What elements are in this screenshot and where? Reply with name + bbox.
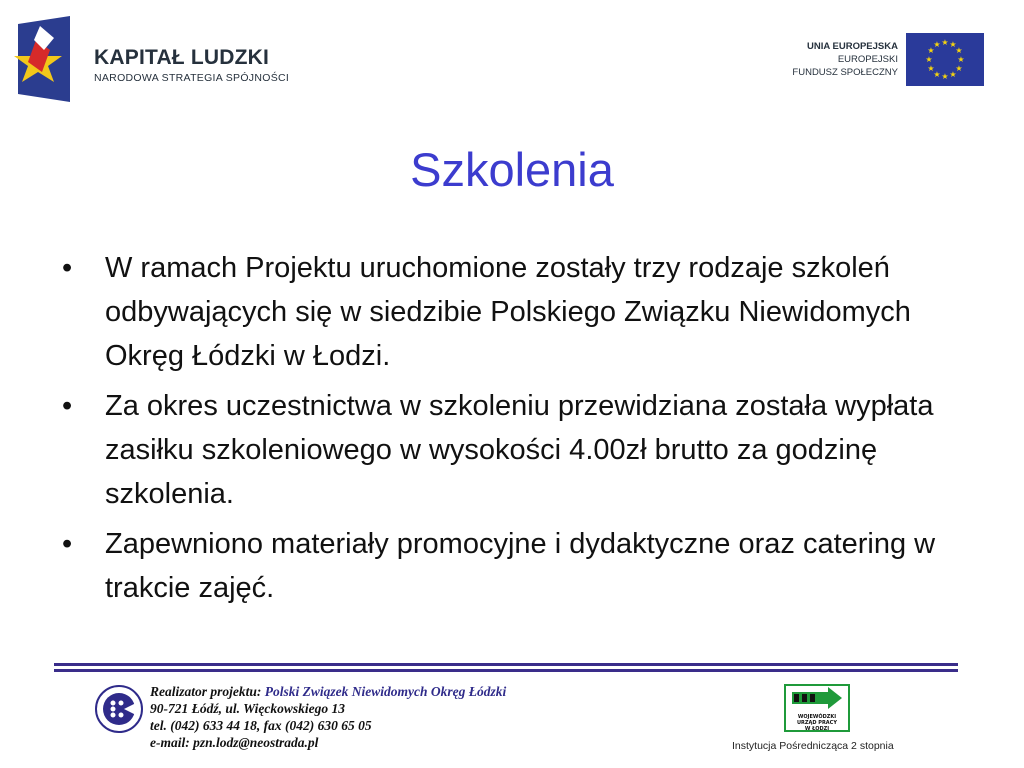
eu-line3: FUNDUSZ SPOŁECZNY	[792, 67, 898, 78]
eu-flag-icon	[906, 33, 984, 86]
svg-text:W ŁODZI: W ŁODZI	[804, 726, 830, 732]
svg-text:★: ★	[925, 55, 933, 64]
footer-phone: tel. (042) 633 44 18, fax (042) 630 65 05	[150, 718, 372, 733]
realizator-label: Realizator projektu:	[150, 684, 262, 699]
bullet-item	[62, 246, 992, 378]
kapital-ludzki-title: KAPITAŁ LUDZKI	[94, 46, 270, 69]
pzn-logo-icon	[94, 684, 144, 734]
svg-text:URZĄD PRACY: URZĄD PRACY	[797, 720, 837, 726]
svg-text:★: ★	[955, 64, 963, 73]
footer-email: e-mail: pzn.lodz@neostrada.pl	[150, 735, 319, 750]
bullet-dot: •	[62, 390, 73, 422]
bullet-item	[62, 384, 992, 516]
wup-logo-icon	[784, 684, 850, 732]
eu-logo-text	[792, 40, 898, 79]
bullet-list	[62, 246, 992, 616]
eu-line1: UNIA EUROPEJSKA	[807, 41, 898, 52]
svg-text:★: ★	[941, 72, 949, 81]
footer-contact	[150, 683, 506, 751]
bullet-text: Za okres uczestnictwa w szkoleniu przewidziana została wypłata zasiłku szkoleniowego w wysokości 4.00zł brutto za godzinę szkolenia.	[105, 390, 934, 510]
footer-divider	[54, 669, 958, 672]
kapital-ludzki-logo-icon	[14, 16, 72, 102]
bullet-text: Zapewniono materiały promocyjne i dydaktyczne oraz catering w trakcie zajęć.	[105, 528, 936, 604]
svg-text:★: ★	[949, 40, 957, 49]
eu-line2: EUROPEJSKI	[837, 54, 898, 65]
footer-address: 90-721 Łódź, ul. Więckowskiego 13	[150, 701, 345, 716]
realizator-name: Polski Związek Niewidomych Okręg Łódzki	[264, 684, 507, 699]
svg-text:★: ★	[927, 64, 935, 73]
svg-text:★: ★	[957, 55, 965, 64]
svg-text:WOJEWÓDZKI: WOJEWÓDZKI	[797, 714, 837, 720]
bullet-dot: •	[62, 252, 73, 284]
bullet-item	[62, 522, 992, 610]
instytucja-posredniczaca: Instytucja Pośrednicząca 2 stopnia	[732, 740, 894, 752]
svg-text:★: ★	[933, 40, 941, 49]
svg-text:★: ★	[949, 70, 957, 79]
svg-text:★: ★	[955, 46, 963, 55]
bullet-dot: •	[62, 528, 73, 560]
svg-text:★: ★	[927, 46, 935, 55]
bullet-text: W ramach Projektu uruchomione zostały trzy rodzaje szkoleń odbywających się w siedzibie Polskiego Związku Niewidomych Okręg Łódzki w Łodzi.	[105, 252, 911, 372]
footer-divider	[54, 663, 958, 666]
slide-title: Szkolenia	[410, 143, 614, 196]
kapital-ludzki-subtitle: NARODOWA STRATEGIA SPÓJNOŚCI	[94, 72, 290, 84]
svg-text:★: ★	[941, 38, 949, 47]
svg-text:★: ★	[933, 70, 941, 79]
